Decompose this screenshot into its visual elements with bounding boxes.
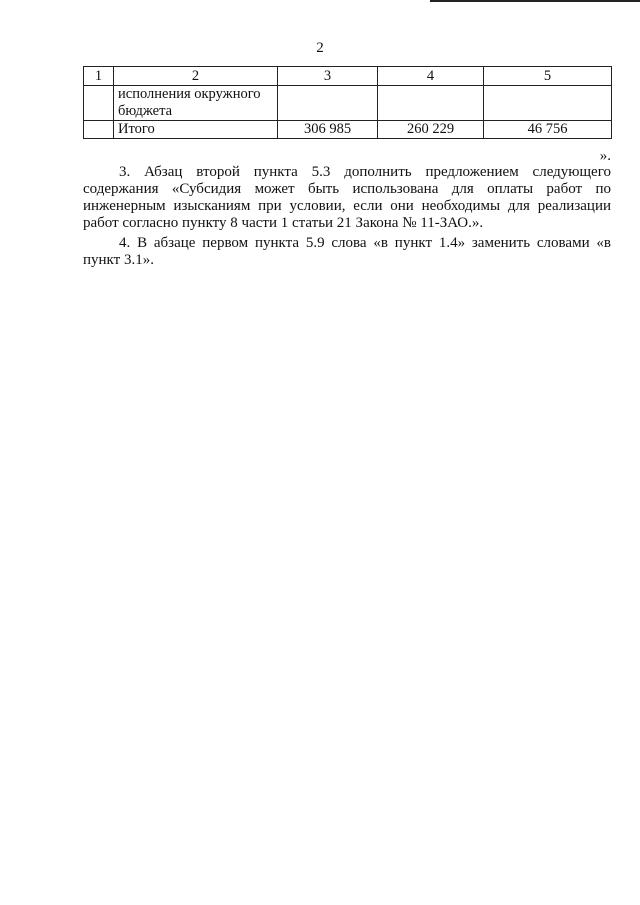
table-cell bbox=[378, 86, 484, 121]
header-cell-4: 4 bbox=[378, 67, 484, 86]
header-cell-3: 3 bbox=[278, 67, 378, 86]
total-value-col3: 306 985 bbox=[278, 121, 378, 139]
total-value-col4: 260 229 bbox=[378, 121, 484, 139]
paragraph-4: 4. В абзаце первом пункта 5.9 слова «в пункт 1.4» заменить словами «в пункт 3.1». bbox=[83, 235, 611, 268]
table-cell bbox=[84, 121, 114, 139]
table-row bbox=[84, 86, 612, 121]
closing-quote: ». bbox=[599, 148, 611, 164]
table-cell bbox=[484, 86, 612, 121]
header-cell-5: 5 bbox=[484, 67, 612, 86]
table-cell bbox=[278, 86, 378, 121]
paragraph-3: 3. Абзац второй пункта 5.3 дополнить предложением следующего содержания «Субсидия может быть использована для оплаты работ по инженерным изысканиям при условии, если они необходимы для реализации работ согласно пункту 8 части 1 статьи 21 Закона № 11-ЗАО.». bbox=[83, 164, 611, 231]
table-row-total bbox=[84, 121, 612, 139]
header-cell-2: 2 bbox=[114, 67, 278, 86]
header-cell-1: 1 bbox=[84, 67, 114, 86]
page-number: 2 bbox=[316, 40, 324, 56]
top-rule bbox=[430, 0, 640, 2]
table-cell bbox=[84, 86, 114, 121]
table-cell-label: Итого bbox=[114, 121, 278, 139]
table-cell-label: исполнения окружного бюджета bbox=[114, 86, 278, 121]
budget-table bbox=[83, 66, 612, 139]
table-header-row bbox=[84, 67, 612, 86]
total-value-col5: 46 756 bbox=[484, 121, 612, 139]
